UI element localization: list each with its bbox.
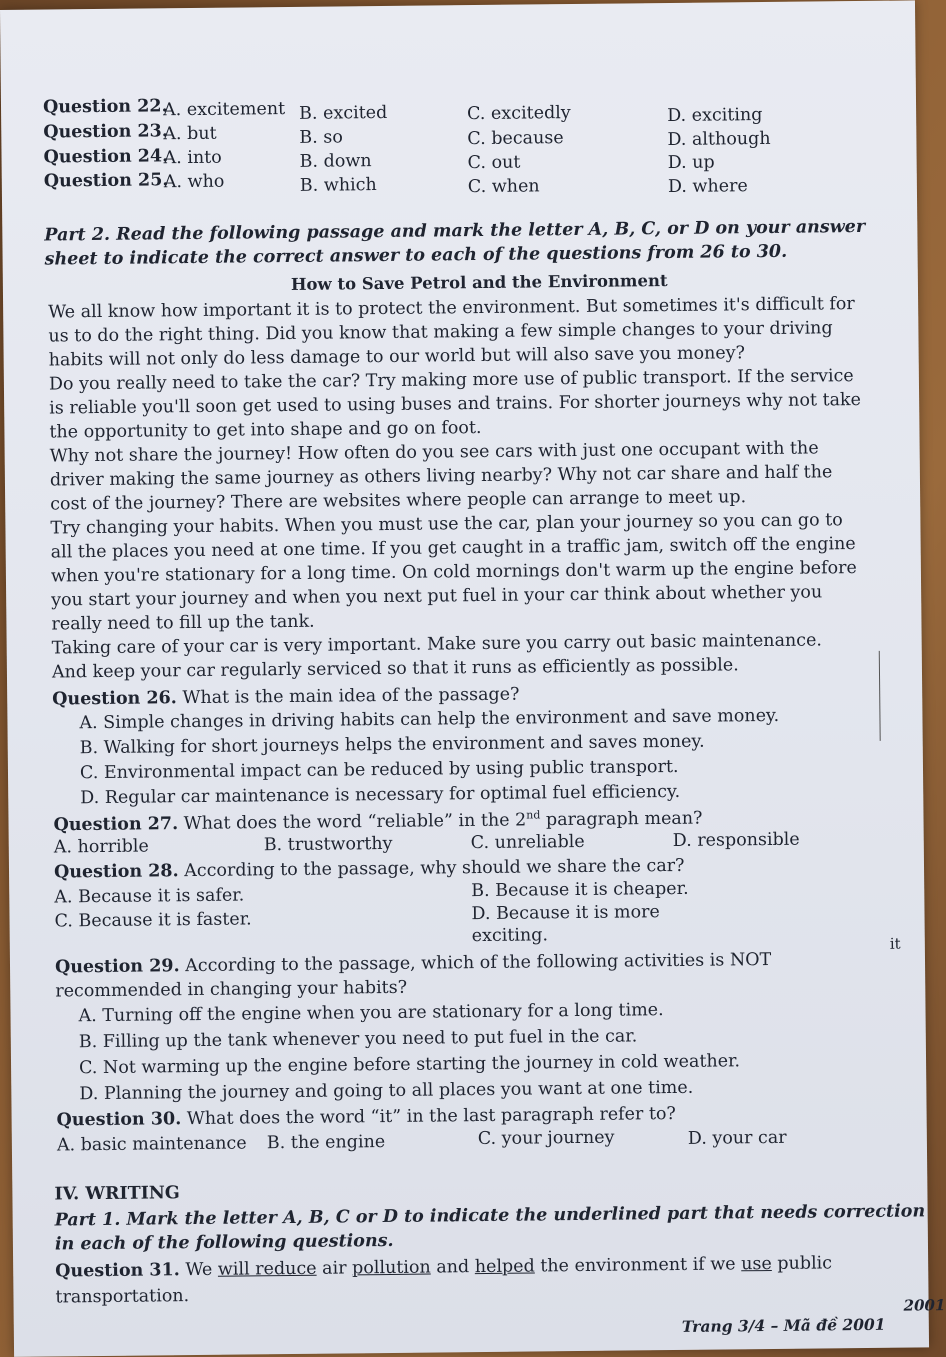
q27-question-sup: nd [526,808,541,822]
q27-option-b: B. trustworthy [263,833,393,856]
passage-line: when you're stationary for a long time. On cold mornings don't warm up the engine before [50,558,857,587]
q22-option-d: D. exciting [667,105,763,127]
q28-label: Question 28. [53,861,179,883]
passage-line: us to do the right thing. Did you know that making a few simple changes to your driving [48,318,833,347]
q26-option-a: A. Simple changes in driving habits can help the environment and save money. [79,705,780,734]
q22-label: Question 22. [42,96,168,118]
passage-line: all the places you need at one time. If you get caught in a traffic jam, switch off the engine [50,534,856,563]
q23-option-d: D. although [667,128,771,151]
q22-option-b: B. excited [298,102,388,124]
passage-line: Why not share the journey! How often do you see cars with just one occupant with the [49,438,819,467]
passage-line: cost of the journey? There are websites where people can arrange to meet up. [50,487,747,515]
q23-option-a: A. but [163,123,217,145]
q31-text: public [771,1253,833,1274]
q31-text: and [430,1257,475,1278]
part2-instruction-line1: Part 2. Read the following passage and mark the letter A, B, C, or D on your answer [44,216,866,246]
q31-label: Question 31. [55,1260,180,1282]
q27-option-a: A. horrible [53,836,149,858]
q25-option-d: D. where [667,176,748,198]
q24-option-d: D. up [667,152,715,174]
q31-text: We [179,1259,218,1281]
q22-option-c: C. excitedly [467,103,571,125]
writing-part1-line1: Part 1. Mark the letter A, B, C or D to indicate the underlined part that needs correction [54,1201,926,1231]
q27-label: Question 27. [53,814,179,836]
q23-label: Question 23. [43,121,169,143]
margin-mark [879,651,881,741]
q26-option-d: D. Regular car maintenance is necessary for optimal fuel efficiency. [80,781,681,809]
q26-question: What is the main idea of the passage? [182,684,520,709]
q22-option-a: A. excitement [162,99,286,121]
passage-line: We all know how important it is to protect the environment. But sometimes it's difficult for [48,294,855,323]
q31-text: the environment if we [534,1254,742,1277]
q31-stem [55,1253,832,1281]
q25-option-a: A. who [163,171,225,193]
q28-option-d-line2: exciting. [471,925,549,947]
passage-line: Taking care of your car is very important. Make sure you carry out basic maintenance. [51,630,823,659]
q25-option-c: C. when [467,176,540,198]
q31-underlined-b: pollution [351,1257,431,1279]
q26-option-b: B. Walking for short journeys helps the environment and saves money. [79,731,705,759]
q30-stem [57,1104,676,1130]
q27-question-post: paragraph mean? [540,808,703,831]
q28-option-a: A. Because it is safer. [54,885,245,908]
q28-question: According to the passage, why should we share the car? [184,855,685,882]
writing-part1-line2: in each of the following questions. [54,1230,394,1255]
q27-option-c: C. unreliable [470,831,585,854]
exam-code: 2001 [903,1296,946,1315]
passage-line: And keep your car regularly serviced so that it runs as efficiently as possible. [51,655,739,683]
q31-text: air [316,1258,353,1279]
q30-label: Question 30. [56,1109,182,1131]
q27-option-d: D. responsible [672,829,800,852]
stray-text: it [889,934,901,953]
q23-option-b: B. so [299,127,343,148]
q29-option-c: C. Not warming up the engine before starting the journey in cold weather. [78,1051,741,1079]
q30-option-b: B. the engine [266,1132,386,1154]
passage-line: the opportunity to get into shape and go on foot. [49,417,482,443]
passage-line: is reliable you'll soon get used to using buses and trains. For shorter journeys why not take [49,390,862,419]
q24-option-c: C. out [467,152,521,174]
q25-option-b: B. which [299,175,377,196]
q31-underlined-d: use [741,1253,772,1275]
q26-option-c: C. Environmental impact can be reduced by using public transport. [79,756,679,784]
q29-option-a: A. Turning off the engine when you are stationary for a long time. [78,1000,664,1027]
q30-option-d: D. your car [687,1127,787,1149]
q31-underlined-a: will reduce [217,1258,317,1280]
q27-question-pre: What does the word “reliable” in the 2 [183,810,527,834]
passage-line: really need to fill up the tank. [51,611,315,635]
q28-stem [54,856,685,883]
passage-line: Do you really need to take the car? Try making more use of public transport. If the service [48,366,854,395]
passage-line: you start your journey and when you next put fuel in your car think about whether you [51,582,823,611]
q28-option-d-line1: D. Because it is more [471,902,660,925]
q30-option-a: A. basic maintenance [56,1133,247,1156]
q31-underlined-c: helped [474,1256,535,1278]
passage-title: How to Save Petrol and the Environment [290,271,668,294]
q25-label: Question 25. [43,170,169,192]
page-footer: Trang 3/4 – Mã đề 2001 [681,1314,886,1336]
q28-option-c: C. Because it is faster. [54,909,252,932]
q29-label: Question 29. [54,956,180,978]
q26-label: Question 26. [52,688,177,710]
q24-label: Question 24. [43,146,169,168]
passage-line: driver making the same journey as others living nearby? Why not car share and half the [49,462,833,491]
q30-option-c: C. your journey [477,1127,615,1150]
q24-option-a: A. into [163,147,222,169]
part2-instruction-line2: sheet to indicate the correct answer to each of the questions from 26 to 30. [44,241,788,270]
q28-option-b: B. Because it is cheaper. [471,878,689,902]
q24-option-b: B. down [299,151,372,172]
q27-stem [53,807,702,836]
q29-stem [55,950,771,977]
writing-heading: IV. WRITING [54,1183,180,1205]
q23-option-c: C. because [467,128,564,150]
q29-question-line1: According to the passage, which of the following activities is NOT [185,949,772,977]
q30-question: What does the word “it” in the last paragraph refer to? [186,1103,676,1130]
q26-stem [52,685,519,710]
passage-line: habits will not only do less damage to our world but will also save you money? [48,343,746,371]
q29-option-b: B. Filling up the tank whenever you need to put fuel in the car. [78,1026,638,1053]
passage-line: Try changing your habits. When you must use the car, plan your journey so you can go to [50,510,843,539]
q29-question-line2: recommended in changing your habits? [55,977,408,1002]
q29-option-d: D. Planning the journey and going to all places you want at one time. [79,1077,694,1105]
q31-line2: transportation. [55,1286,190,1308]
